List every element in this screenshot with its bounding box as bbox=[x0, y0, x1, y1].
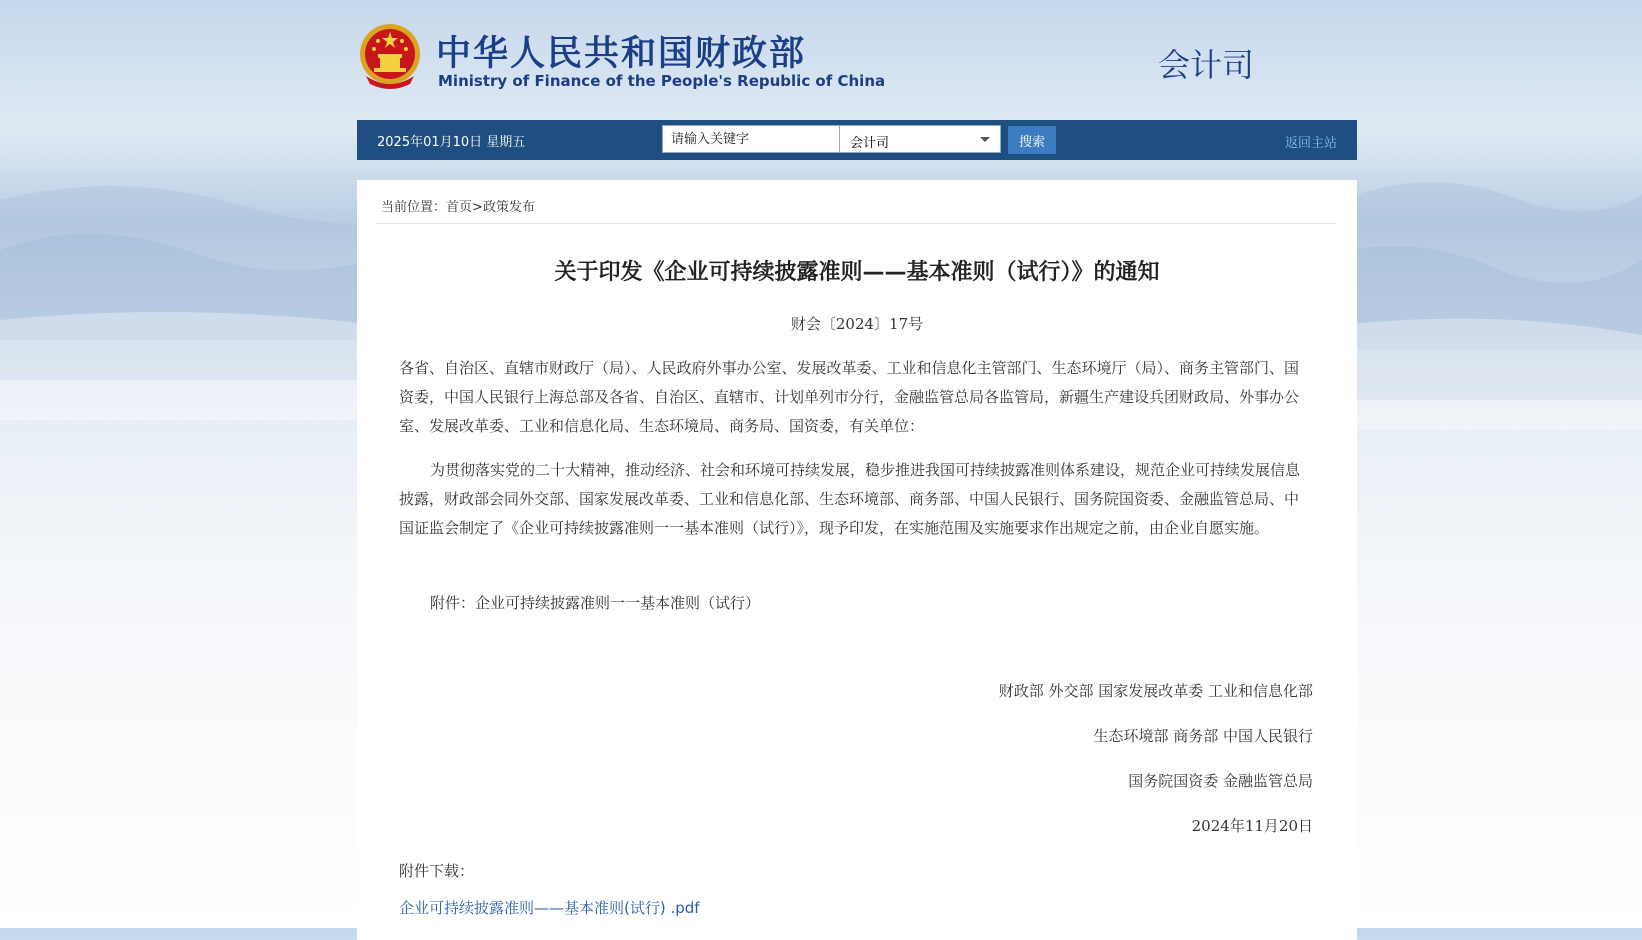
breadcrumb bbox=[381, 196, 535, 215]
document-number: 财会〔2024〕17号 bbox=[790, 315, 924, 333]
signatory-line: 国务院国资委 金融监管总局 bbox=[1128, 772, 1313, 790]
breadcrumb-home[interactable]: 首页 bbox=[446, 200, 473, 215]
department-name: 会计司 bbox=[1158, 46, 1255, 84]
search-scope-select[interactable] bbox=[839, 125, 1001, 153]
search-button[interactable]: 搜索 bbox=[1008, 126, 1056, 154]
document-addressees: 各省、自治区、直辖市财政厅（局）、人民政府外事办公室、发展改革委、工业和信息化主管部门、生态环境厅（局）、商务主管部门、国资委，中国人民银行上海总部及各省、自治区、直辖市、计划单列市分行，金融监管总局各监管局，新疆生产建设兵团财政局、外事办公室、发展改革委、工业和信息化局、生态环境局、商务局、国资委，有关单位： bbox=[399, 359, 1300, 435]
current-date: 2025年01月10日 星期五 bbox=[377, 135, 526, 150]
download-label: 附件下载： bbox=[399, 862, 475, 880]
site-title-english[interactable]: Ministry of Finance of the People's Republic of China bbox=[438, 72, 886, 90]
signatory-line: 财政部 外交部 国家发展改革委 工业和信息化部 bbox=[998, 682, 1313, 700]
top-navbar bbox=[357, 120, 1357, 160]
site-header bbox=[358, 22, 1358, 102]
breadcrumb-separator: > bbox=[472, 200, 483, 215]
document-body: 为贯彻落实党的二十大精神，推动经济、社会和环境可持续发展，稳步推进我国可持续披露准则体系建设，规范企业可持续发展信息披露，财政部会同外交部、国家发展改革委、工业和信息化部、生态环境部、商务部、中国人民银行、国务院国资委、金融监管总局、中国证监会制定了《企业可持续披露准则一一基本准则（试行）》，现予印发，在实施范围及实施要求作出规定之前，由企业自愿实施。 bbox=[399, 461, 1301, 537]
breadcrumb-divider bbox=[377, 223, 1337, 224]
article-panel bbox=[357, 180, 1357, 940]
return-home-link[interactable]: 返回主站 bbox=[1284, 136, 1337, 151]
document-title: 关于印发《企业可持续披露准则——基本准则（试行）》的通知 bbox=[554, 260, 1160, 285]
national-emblem-icon[interactable] bbox=[358, 22, 422, 92]
document-attachment-note: 附件：企业可持续披露准则一一基本准则（试行） bbox=[430, 594, 761, 612]
search-scope-value: 会计司 bbox=[850, 136, 890, 151]
site-title[interactable]: 中华人民共和国财政部 bbox=[436, 34, 807, 74]
search-input[interactable] bbox=[662, 125, 844, 153]
breadcrumb-prefix: 当前位置： bbox=[381, 200, 447, 215]
breadcrumb-current[interactable]: 政策发布 bbox=[482, 200, 535, 215]
signatory-line: 生态环境部 商务部 中国人民银行 bbox=[1093, 727, 1313, 745]
attachment-download-link[interactable]: 企业可持续披露准则——基本准则(试行) .pdf bbox=[399, 899, 700, 917]
document-date: 2024年11月20日 bbox=[1191, 817, 1313, 835]
chevron-down-icon bbox=[980, 137, 990, 142]
